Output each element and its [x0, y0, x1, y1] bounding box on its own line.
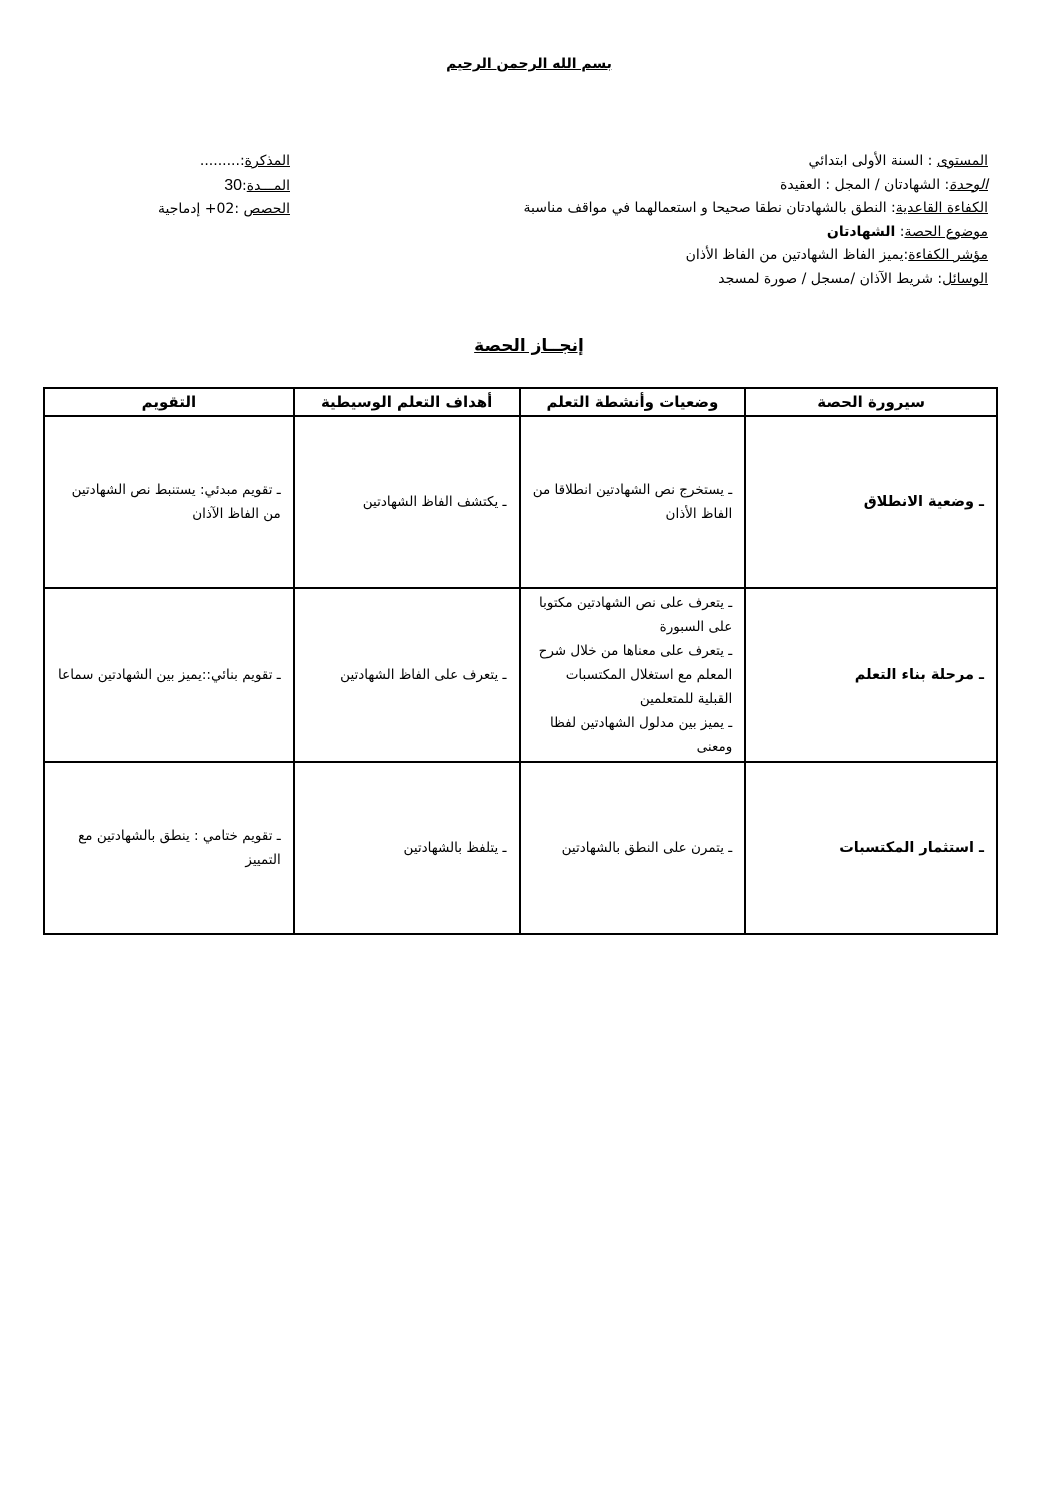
info-label: موضوع الحصة: [904, 223, 988, 240]
info-sep: :: [239, 153, 245, 169]
lesson-table: [43, 387, 998, 935]
info-value: النطق بالشهادتان نطقا صحيحا و استعمالهما في مواقف مناسبة: [523, 200, 887, 216]
header-objectives: أهداف التعلم الوسيطية: [294, 388, 520, 416]
cell-evaluation: ـ تقويم بنائي::يميز بين الشهادتين سماعا: [44, 588, 294, 762]
info-topic: [524, 221, 988, 245]
cell-stage: ـ وضعية الانطلاق: [745, 416, 997, 588]
bismillah-text: بسم الله الرحمن الرحيم: [446, 56, 612, 72]
cell-objectives: ـ يتعرف على الفاظ الشهادتين: [294, 588, 520, 762]
info-value: 30: [224, 176, 243, 194]
info-value: الشهادتان / المجل : العقيدة: [780, 176, 941, 193]
info-unit: [524, 174, 988, 198]
info-value: يميز الفاظ الشهادتين من الفاظ الأذان: [685, 247, 904, 263]
lesson-info-left: [120, 150, 290, 222]
info-value: شريط الآذان /مسجل / صورة لمسجد: [718, 270, 933, 287]
info-label: الحصص: [243, 201, 290, 217]
table-row: [44, 762, 997, 934]
cell-evaluation: ـ تقويم مبدئي: يستنبط نص الشهادتين من الفاظ الآذان: [44, 416, 294, 588]
info-competency: [524, 197, 988, 221]
cell-activities: ـ يستخرج نص الشهادتين انطلاقا من الفاظ الأذان: [520, 416, 746, 588]
info-sep: :: [923, 153, 937, 169]
info-duration: [120, 174, 290, 199]
table-row: [44, 588, 997, 762]
info-sep: :: [886, 200, 896, 216]
info-label: الكفاءة القاعدية: [895, 200, 988, 216]
info-memo: [120, 150, 290, 174]
info-indicator: [524, 244, 988, 268]
info-level: [524, 150, 988, 174]
info-sep: :: [903, 247, 909, 263]
info-sep: :: [932, 270, 943, 287]
info-materials: [524, 268, 988, 292]
header-stage: سيرورة الحصة: [745, 388, 997, 416]
cell-objectives: ـ يكتشف الفاظ الشهادتين: [294, 416, 520, 588]
info-value: .........: [199, 153, 240, 169]
info-label: المستوى: [936, 153, 988, 169]
info-sep: :: [940, 176, 950, 193]
info-sessions: [120, 198, 290, 222]
table-row: [44, 416, 997, 588]
cell-objectives: ـ يتلفظ بالشهادتين: [294, 762, 520, 934]
info-value: السنة الأولى ابتدائي: [808, 153, 924, 169]
section-title: [0, 336, 1058, 356]
info-label: الوحدة: [949, 176, 988, 193]
lesson-info-right: [524, 150, 988, 291]
info-label: الوسائل: [942, 270, 988, 287]
info-value: 02+ إدماجية: [158, 201, 235, 217]
info-label: مؤشر الكفاءة: [908, 247, 988, 263]
info-label: المذكرة: [244, 153, 290, 169]
info-sep: :: [242, 177, 247, 194]
info-sep: :: [895, 223, 905, 240]
header-evaluation: التقويم: [44, 388, 294, 416]
info-sep: :: [234, 201, 244, 217]
bismillah-heading: [0, 56, 1058, 72]
table-header-row: [44, 388, 997, 416]
cell-stage: ـ استثمار المكتسبات: [745, 762, 997, 934]
header-activities: وضعيات وأنشطة التعلم: [520, 388, 746, 416]
cell-activities: ـ يتمرن على النطق بالشهادتين: [520, 762, 746, 934]
info-value: الشهادتان: [826, 223, 896, 240]
section-title-text: إنجــاز الحصة: [474, 336, 584, 356]
cell-stage: ـ مرحلة بناء التعلم: [745, 588, 997, 762]
cell-evaluation: ـ تقويم ختامي : ينطق بالشهادتين مع التمييز: [44, 762, 294, 934]
cell-activities: ـ يتعرف على نص الشهادتين مكتوبا على السبورة ـ يتعرف على معناها من خلال شرح المعلم مع استغلال المكتسبات القبلية للمتعلمين ـ يميز بين مدلول الشهادتين لفظا ومعنى: [520, 588, 746, 762]
info-label: المـــدة: [246, 177, 290, 194]
